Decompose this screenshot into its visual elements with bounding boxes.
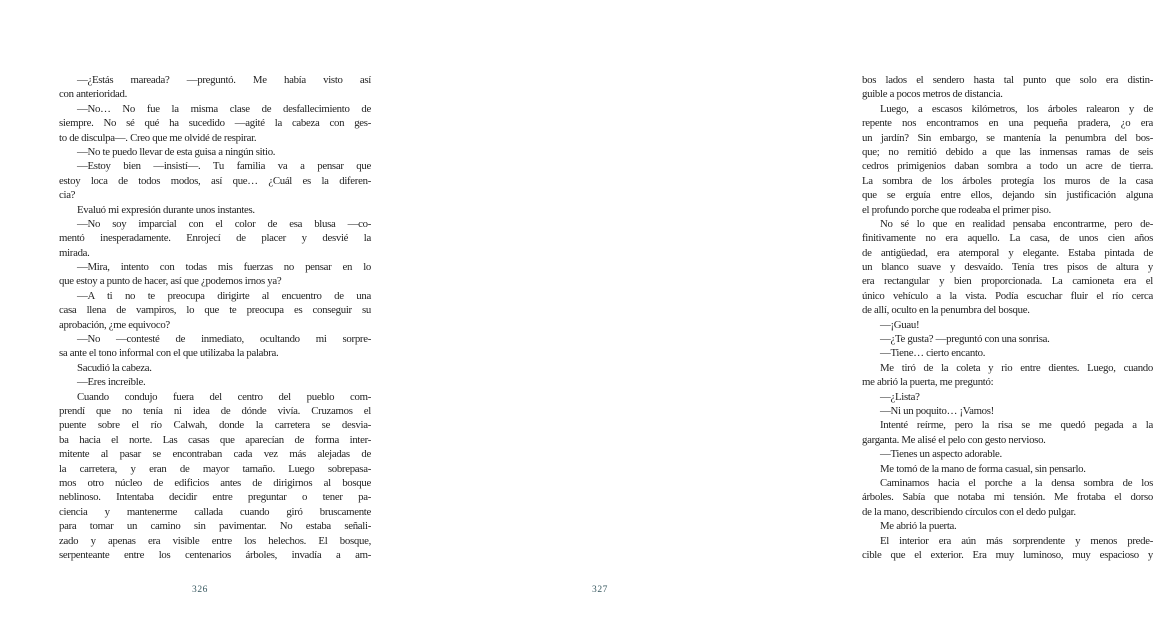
text-line: un jardín? Sin embargo, se mantenía la penumbra del bos-	[862, 131, 1153, 144]
text-line: mentó inesperadamente. Enrojecí de placer y desvié la	[59, 232, 371, 245]
page-left	[0, 0, 400, 637]
text-line: bos lados el sendero hasta tal punto que solo era distin-	[862, 74, 1153, 86]
text-line: serpenteante entre los centenarios árboles, invadía a am-	[59, 548, 371, 561]
text-line: me abrió la puerta, me preguntó:	[862, 376, 994, 389]
text-line: —¿Lista?	[880, 390, 920, 403]
text-line: El interior era aún más sorprendente y menos prede-	[880, 534, 1153, 547]
page-number-left: 326	[191, 585, 209, 595]
text-line: el profundo porche que rodeaba el primer piso.	[862, 203, 1051, 216]
text-line: —Ni un poquito… ¡Vamos!	[880, 404, 994, 417]
text-line: —No… No fue la misma clase de desfallecimiento de	[77, 102, 371, 115]
text-line: No sé lo que en realidad pensaba encontrarme, pero de-	[880, 217, 1153, 230]
text-line: —A ti no te preocupa dirigirte al encuentro de una	[77, 289, 371, 302]
text-line: Intenté reírme, pero la risa se me quedó pegada a la	[880, 419, 1153, 432]
text-line: árboles. Sabía que notaba mi tensión. Me frotaba el dorso	[862, 491, 1153, 504]
text-line: prendí que no tenía ni idea de dónde vivía. Cruzamos el	[59, 404, 371, 417]
text-line: —¿Te gusta? —preguntó con una sonrisa.	[880, 333, 1050, 346]
text-line: Cuando condujo fuera del centro del pueblo com-	[77, 390, 371, 403]
text-line: —No soy imparcial con el color de esa blusa —co-	[77, 217, 371, 230]
text-line: aprobación, ¿me equivoco?	[59, 318, 170, 331]
text-line: garganta. Me alisé el pelo con gesto nervioso.	[862, 433, 1046, 446]
text-line: de la mano, describiendo círculos con el dedo pulgar.	[862, 505, 1076, 518]
text-line: Me abrió la puerta.	[880, 520, 957, 533]
text-line: Sacudió la cabeza.	[77, 361, 152, 374]
text-line: —No —contesté de inmediato, ocultando mi sorpre-	[77, 333, 371, 346]
text-line: —Estoy bien —insistí—. Tu familia va a pensar que	[77, 160, 371, 173]
text-line: guible a pocos metros de distancia.	[862, 88, 1003, 101]
text-line: —Tienes un aspecto adorable.	[880, 448, 1002, 461]
page-left-text	[59, 73, 371, 562]
text-line: mitente al pasar se encontraban cada vez más alejadas de	[59, 448, 371, 461]
text-line: de allí, oculto en la penumbra del bosque.	[862, 304, 1030, 317]
text-line: de antigüedad, era atemporal y elegante. Estaba pintada de	[862, 246, 1153, 259]
text-line: siempre. No sé qué ha sucedido —agité la cabeza con ges-	[59, 117, 371, 130]
text-line: estoy loca de todos modos, así que… ¿Cuál es la diferen-	[59, 174, 371, 187]
text-line: la carretera, y eran de mayor tamaño. Luego sobrepasa-	[59, 462, 371, 475]
text-line: único vehículo a la vista. Podía escuchar fluir el río cerca	[862, 289, 1153, 302]
text-line: Me tiró de la coleta y rio entre dientes. Luego, cuando	[880, 361, 1153, 374]
text-line: que; no remitió debido a que las inmensas ramas de seis	[862, 145, 1153, 158]
text-line: —Mira, intento con todas mis fuerzas no pensar en lo	[77, 261, 371, 274]
text-line: un blanco suave y desvaído. Tenía tres pisos de altura y	[862, 261, 1153, 274]
text-line: para tomar un camino sin pavimentar. No estaba señali-	[59, 520, 371, 533]
text-line: ba hacia el norte. Las casas que aparecían de forma inter-	[59, 433, 371, 446]
text-line: era rectangular y bien proporcionada. La camioneta era el	[862, 275, 1153, 288]
text-line: zado y apenas era visible entre los helechos. El bosque,	[59, 534, 371, 547]
text-line: cedros primigenios daban sombra a todo un acre de tierra.	[862, 160, 1153, 173]
text-line: cia?	[59, 189, 76, 202]
text-line: —Tiene… cierto encanto.	[880, 347, 986, 360]
text-line: Luego, a escasos kilómetros, los árboles ralearon y de	[880, 102, 1153, 115]
text-line: que estoy a punto de hacer, así que ¿podemos irnos ya?	[59, 275, 282, 288]
text-line: Evaluó mi expresión durante unos instantes.	[77, 203, 255, 216]
text-line: neblinoso. Intentaba decidir entre preguntar o tener pa-	[59, 491, 371, 504]
text-line: —¿Estás mareada? —preguntó. Me había visto así	[77, 74, 371, 86]
text-line: con anterioridad.	[59, 88, 128, 101]
text-line: mirada.	[59, 246, 90, 259]
text-line: sa ante el tono informal con el que utilizaba la palabra.	[59, 347, 279, 360]
text-line: Me tomó de la mano de forma casual, sin pensarlo.	[880, 462, 1086, 475]
text-line: finitivamente no era aquello. La casa, de unos cien años	[862, 232, 1153, 245]
text-line: puente sobre el río Calwah, donde la carretera se desvia-	[59, 419, 371, 432]
text-line: repente nos encontramos en una pequeña pradera, ¿o era	[862, 117, 1153, 130]
text-line: ciencia y mantenerme callada cuando giró bruscamente	[59, 505, 371, 518]
text-line: cible que el exterior. Era muy luminoso, muy espacioso y	[862, 548, 1153, 561]
text-line: to de disculpa—. Creo que me olvidé de respirar.	[59, 131, 257, 144]
text-line: casa llena de vampiros, lo que te preocupa es conseguir su	[59, 304, 371, 317]
page-right	[400, 0, 1153, 637]
text-line: Caminamos hacia el porche a la densa sombra de los	[880, 476, 1153, 489]
text-line: —¡Guau!	[880, 318, 920, 331]
page-number-right: 327	[591, 585, 609, 595]
text-line: que se erguía entre ellos, dejando sin justificación alguna	[862, 189, 1153, 202]
text-line: La sombra de los árboles protegía los muros de la casa	[862, 174, 1153, 187]
page-right-text	[862, 73, 1153, 562]
text-line: —No te puedo llevar de esta guisa a ningún sitio.	[77, 145, 276, 158]
text-line: mos otro núcleo de edificios antes de dirigirnos al bosque	[59, 476, 371, 489]
text-line: —Eres increíble.	[77, 376, 146, 389]
